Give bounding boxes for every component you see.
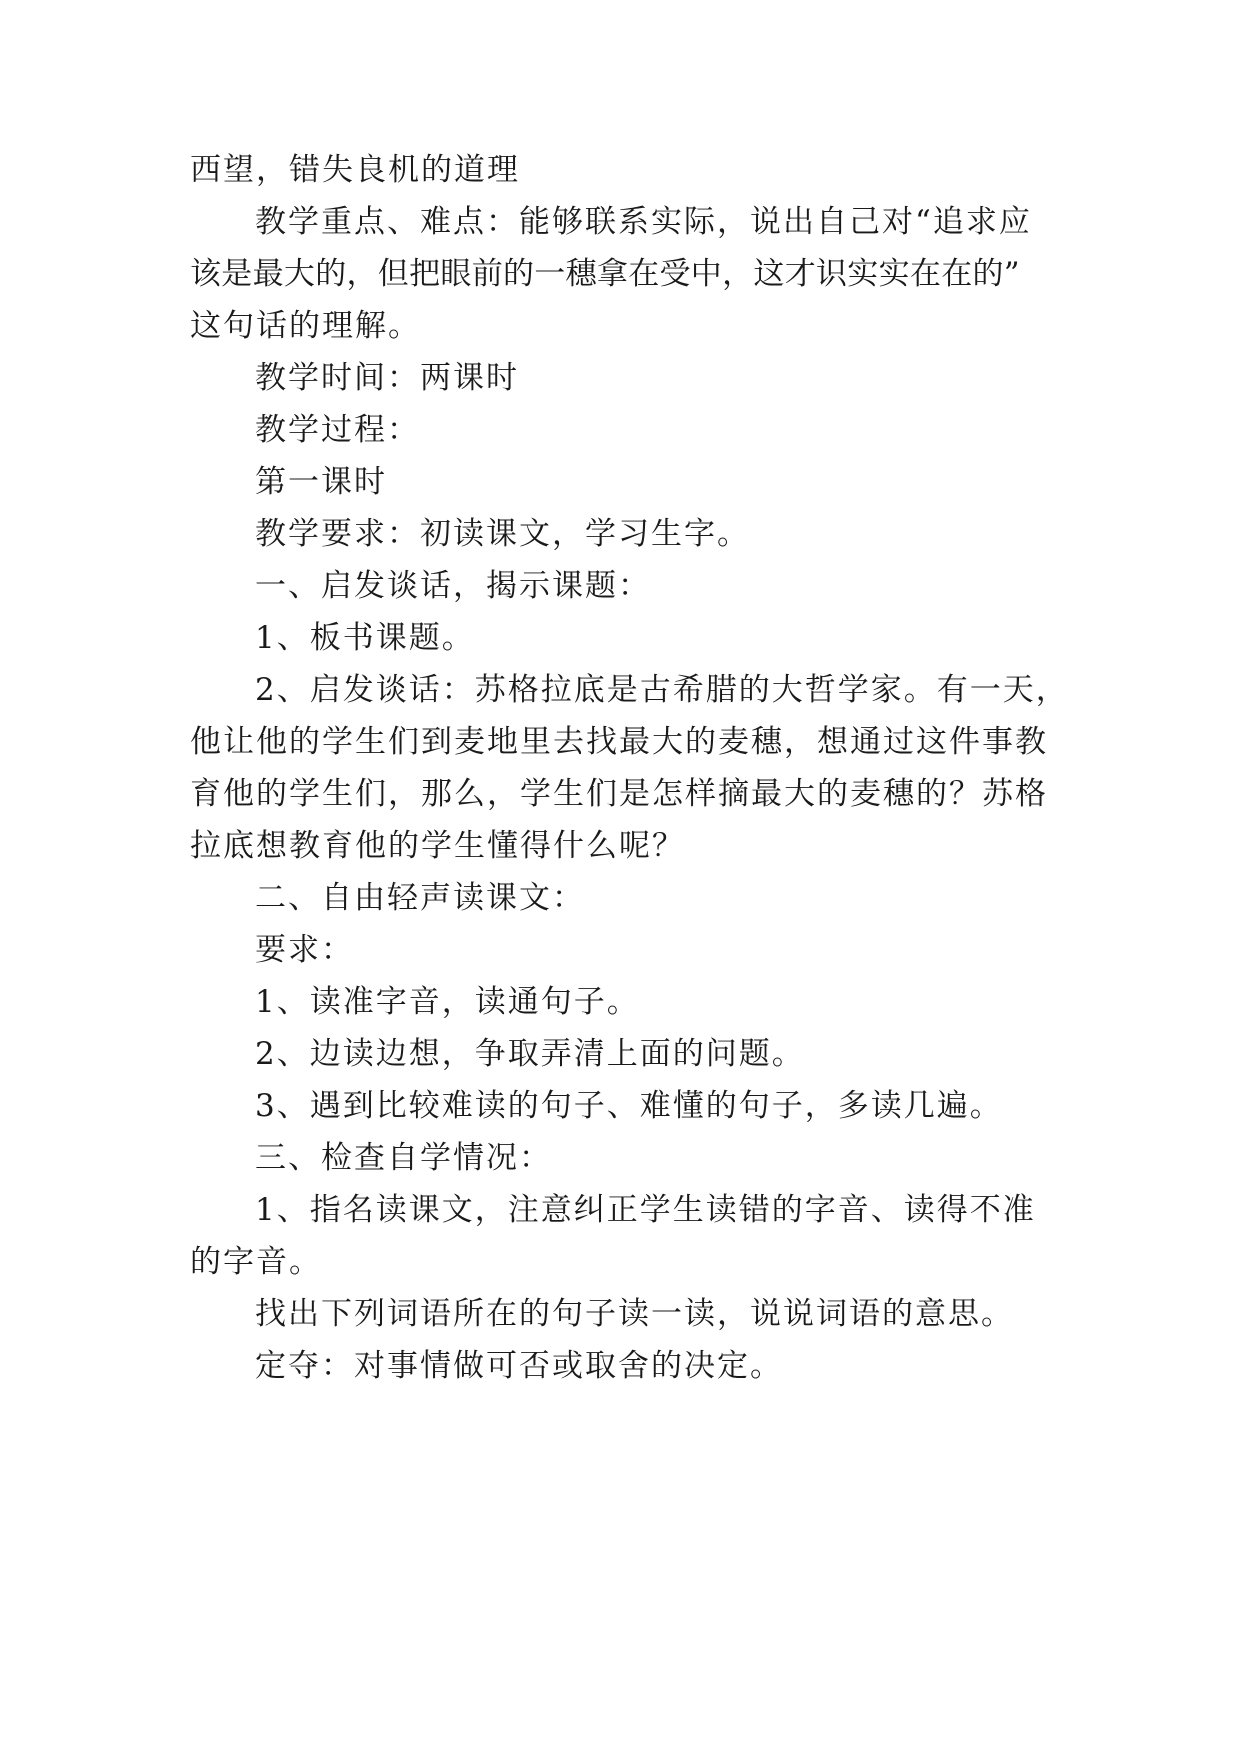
text-line-9: 一、启发谈话，揭示课题： <box>255 568 651 604</box>
text-line-20: 三、检查自学情况： <box>255 1140 552 1176</box>
text-line-11: 2、启发谈话：苏格拉底是古希腊的大哲学家。有一天， <box>255 672 1069 708</box>
text-line-13: 育他的学生们，那么，学生们是怎样摘最大的麦穗的？苏格 <box>190 776 1048 812</box>
text-line-4: 这句话的理解。 <box>190 308 421 344</box>
text-line-14: 拉底想教育他的学生懂得什么呢？ <box>190 828 685 864</box>
text-line-17: 1、读准字音，读通句子。 <box>255 984 640 1020</box>
text-line-12: 他让他的学生们到麦地里去找最大的麦穗，想通过这件事教 <box>190 724 1048 760</box>
text-line-15: 二、自由轻声读课文： <box>255 880 585 916</box>
text-line-7: 第一课时 <box>255 464 387 500</box>
text-line-18: 2、边读边想，争取弄清上面的问题。 <box>255 1036 805 1072</box>
text-line-22: 的字音。 <box>190 1244 322 1280</box>
text-line-10: 1、板书课题。 <box>255 620 475 656</box>
text-line-16: 要求： <box>255 932 354 968</box>
text-line-19: 3、遇到比较难读的句子、难懂的句子，多读几遍。 <box>255 1088 1003 1124</box>
text-line-1: 西望，错失良机的道理 <box>190 152 520 188</box>
text-line-3: 该是最大的，但把眼前的一穗拿在受中，这才识实实在在的” <box>190 256 1020 292</box>
text-line-24: 定夺：对事情做可否或取舍的决定。 <box>255 1348 783 1384</box>
text-line-6: 教学过程： <box>255 412 420 448</box>
text-line-8: 教学要求：初读课文，学习生字。 <box>255 516 750 552</box>
text-line-2: 教学重点、难点：能够联系实际，说出自己对“追求应 <box>255 204 1032 240</box>
text-line-5: 教学时间：两课时 <box>255 360 519 396</box>
text-line-21: 1、指名读课文，注意纠正学生读错的字音、读得不准 <box>255 1192 1036 1228</box>
text-line-23: 找出下列词语所在的句子读一读，说说词语的意思。 <box>255 1296 1014 1332</box>
